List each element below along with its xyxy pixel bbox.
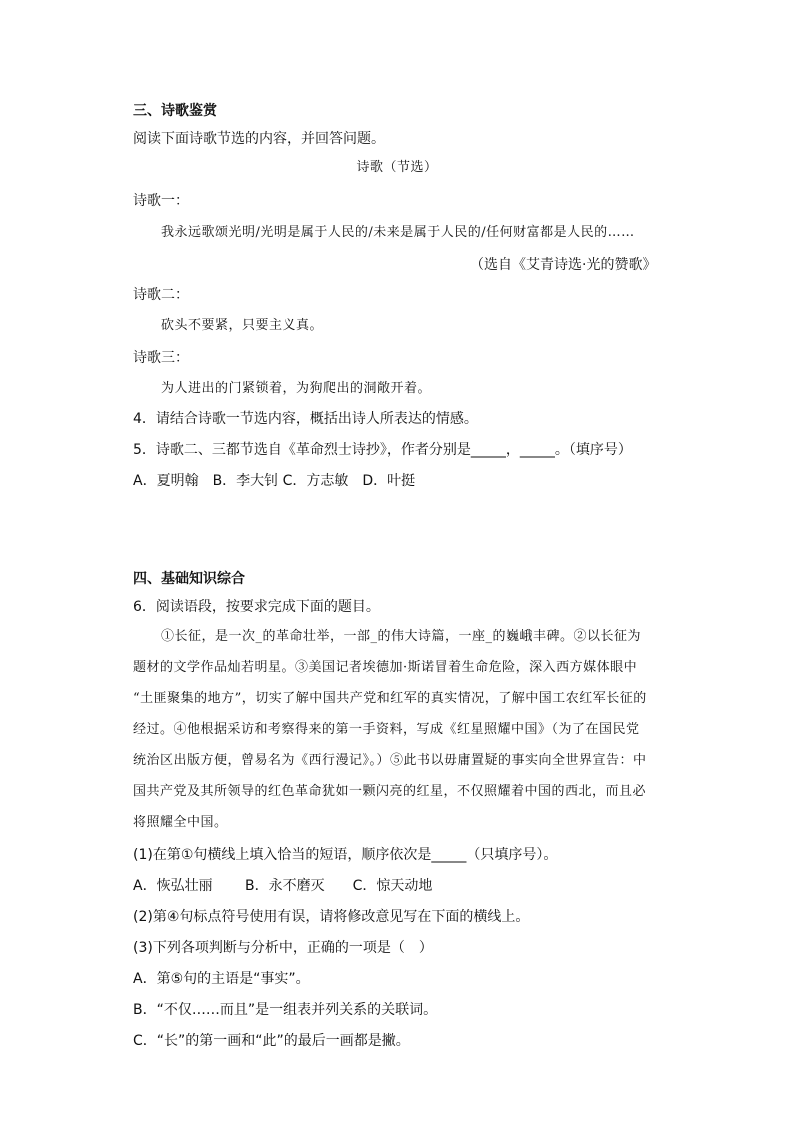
poem3-label: 诗歌三： (133, 350, 189, 366)
section3-instruction: 阅读下面诗歌节选的内容，并回答问题。 (133, 131, 385, 147)
sub-question-1-options: A．恢弘壮丽 B．永不磨灭 C．惊天动地 (133, 878, 433, 894)
question-5: 5．诗歌二、三都节选自《革命烈士诗抄》，作者分别是_____，_____。（填序号） (133, 442, 632, 458)
passage-line: 题材的文学作品灿若明星。③美国记者埃德加·斯诺冒着生命危险，深入西方媒体眼中 (133, 660, 638, 675)
poem2-text: 砍头不要紧，只要主义真。 (161, 318, 324, 333)
poem1-label: 诗歌一： (133, 193, 189, 209)
sub-question-3-option: A．第⑤句的主语是“事实”。 (133, 971, 310, 987)
sub-question-1: (1)在第①句横线上填入恰当的短语，顺序依次是_____（只填序号）。 (133, 847, 558, 863)
poem2-label: 诗歌二： (133, 287, 189, 303)
poem-title: 诗歌（节选） (356, 160, 438, 175)
passage-line: “土匪聚集的地方”，切实了解中国共产党和红军的真实情况，了解中国工农红军长征的 (133, 691, 647, 706)
passage-line: 将照耀全中国。 (133, 815, 228, 830)
poem1-text: 我永远歌颂光明/光明是属于人民的/未来是属于人民的/任何财富都是人民的…… (161, 225, 635, 240)
sub-question-3-option: C．“长”的第一画和“此”的最后一画都是撇。 (133, 1033, 410, 1049)
passage-line: 经过。④他根据采访和考察得来的第一手资料，写成《红星照耀中国》（为了在国民党 (133, 722, 640, 737)
sub-question-3-option: B．“不仅……而且”是一组表并列关系的关联词。 (133, 1002, 438, 1018)
question-5-options: A．夏明翰 B．李大钊 C．方志敏 D．叶挺 (133, 473, 416, 489)
passage-line: ①长征，是一次_的革命壮举，一部_的伟大诗篇，一座_的巍峨丰碑。②以长征为 (161, 629, 642, 644)
poem3-text: 为人进出的门紧锁着，为狗爬出的洞敞开着。 (161, 381, 432, 396)
passage-line: 国共产党及其所领导的红色革命犹如一颗闪亮的红星，不仅照耀着中国的西北，而且必 (133, 784, 647, 799)
sub-question-3: (3)下列各项判断与分析中，正确的一项是（ ） (133, 940, 433, 956)
section4-heading: 四、基础知识综合 (133, 571, 245, 587)
poem1-source: （选自《艾青诗选·光的赞歌》 (470, 257, 657, 273)
question-4: 4．请结合诗歌一节选内容，概括出诗人所表达的情感。 (133, 411, 478, 427)
sub-question-2: (2)第④句标点符号使用有误，请将修改意见写在下面的横线上。 (133, 909, 530, 925)
passage-line: 统治区出版方便，曾易名为《西行漫记》。）⑤此书以毋庸置疑的事实向全世界宣告：中 (133, 753, 647, 768)
question-6: 6．阅读语段，按要求完成下面的题目。 (133, 599, 380, 615)
section3-heading: 三、诗歌鉴赏 (133, 103, 217, 119)
